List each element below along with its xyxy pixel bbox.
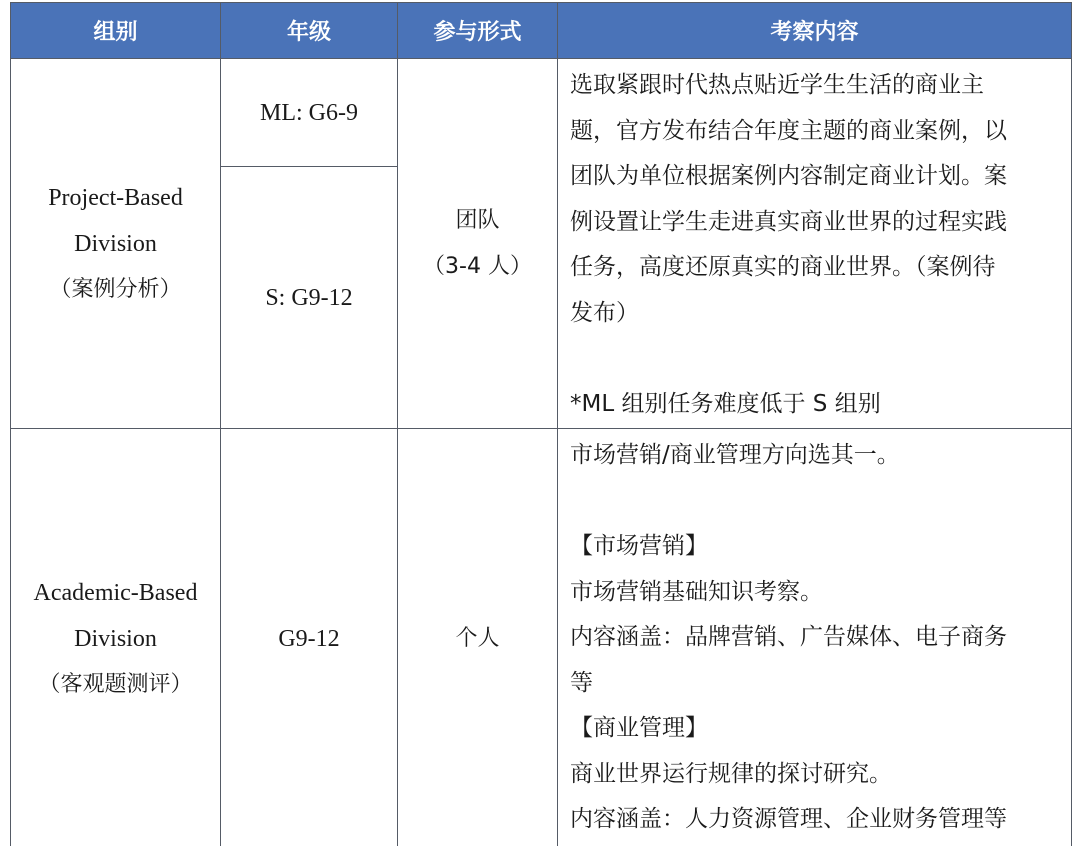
content-line: 市场营销基础知识考察。: [570, 578, 823, 605]
content-line: 商业世界运行规律的探讨研究。: [570, 760, 892, 787]
division-cell-project: [11, 59, 221, 429]
content-line: 等: [570, 669, 593, 696]
division-subtitle: （案例分析）: [49, 276, 182, 302]
division-name-line2: Division: [74, 230, 157, 257]
header-content: 考察内容: [558, 3, 1072, 59]
competition-divisions-table: [10, 2, 1072, 849]
content-spacer: [570, 479, 1061, 525]
format-label: 团队: [455, 207, 500, 233]
grade-cell-academic: G9-12: [221, 429, 398, 849]
header-division: 组别: [11, 3, 221, 59]
page-bottom-edge: [0, 846, 1080, 855]
division-name-line1: Academic-Based: [33, 579, 198, 606]
content-heading: 【商业管理】: [570, 715, 708, 741]
content-line: 任务，高度还原真实的商业世界。（案例待: [570, 254, 996, 280]
division-cell-academic: [11, 429, 221, 849]
content-line: 发布）: [570, 299, 639, 326]
content-heading: 【市场营销】: [570, 533, 708, 559]
content-line: 内容涵盖：人力资源管理、企业财务管理等: [570, 806, 1007, 832]
content-line: 内容涵盖：品牌营销、广告媒体、电子商务: [570, 624, 1007, 650]
content-line: 选取紧跟时代热点贴近学生生活的商业主: [570, 72, 984, 98]
format-cell-team: [398, 59, 558, 429]
content-cell-academic: [558, 429, 1072, 849]
format-size: （3-4 人）: [423, 253, 532, 279]
content-note: *ML 组别任务难度低于 S 组别: [570, 390, 881, 417]
content-spacer: [570, 336, 1061, 382]
header-grade: 年级: [221, 3, 398, 59]
division-name-line2: Division: [74, 625, 157, 652]
grade-cell-ml: ML: G6-9: [221, 59, 398, 167]
division-name-line1: Project-Based: [48, 184, 183, 211]
grade-cell-s: S: G9-12: [221, 167, 398, 429]
content-line: 题，官方发布结合年度主题的商业案例，以: [570, 117, 1007, 144]
division-subtitle: （客观题测评）: [38, 671, 193, 697]
table-row: [11, 59, 1072, 167]
content-line: 例设置让学生走进真实商业世界的过程实践: [570, 208, 1007, 235]
content-line: 市场营销/商业管理方向选其一。: [570, 442, 900, 468]
content-line: 团队为单位根据案例内容制定商业计划。案: [570, 163, 1007, 189]
format-cell-individual: 个人: [398, 429, 558, 849]
content-cell-project: [558, 59, 1072, 429]
header-format: 参与形式: [398, 3, 558, 59]
header-row: [11, 3, 1072, 59]
table-row: [11, 429, 1072, 849]
